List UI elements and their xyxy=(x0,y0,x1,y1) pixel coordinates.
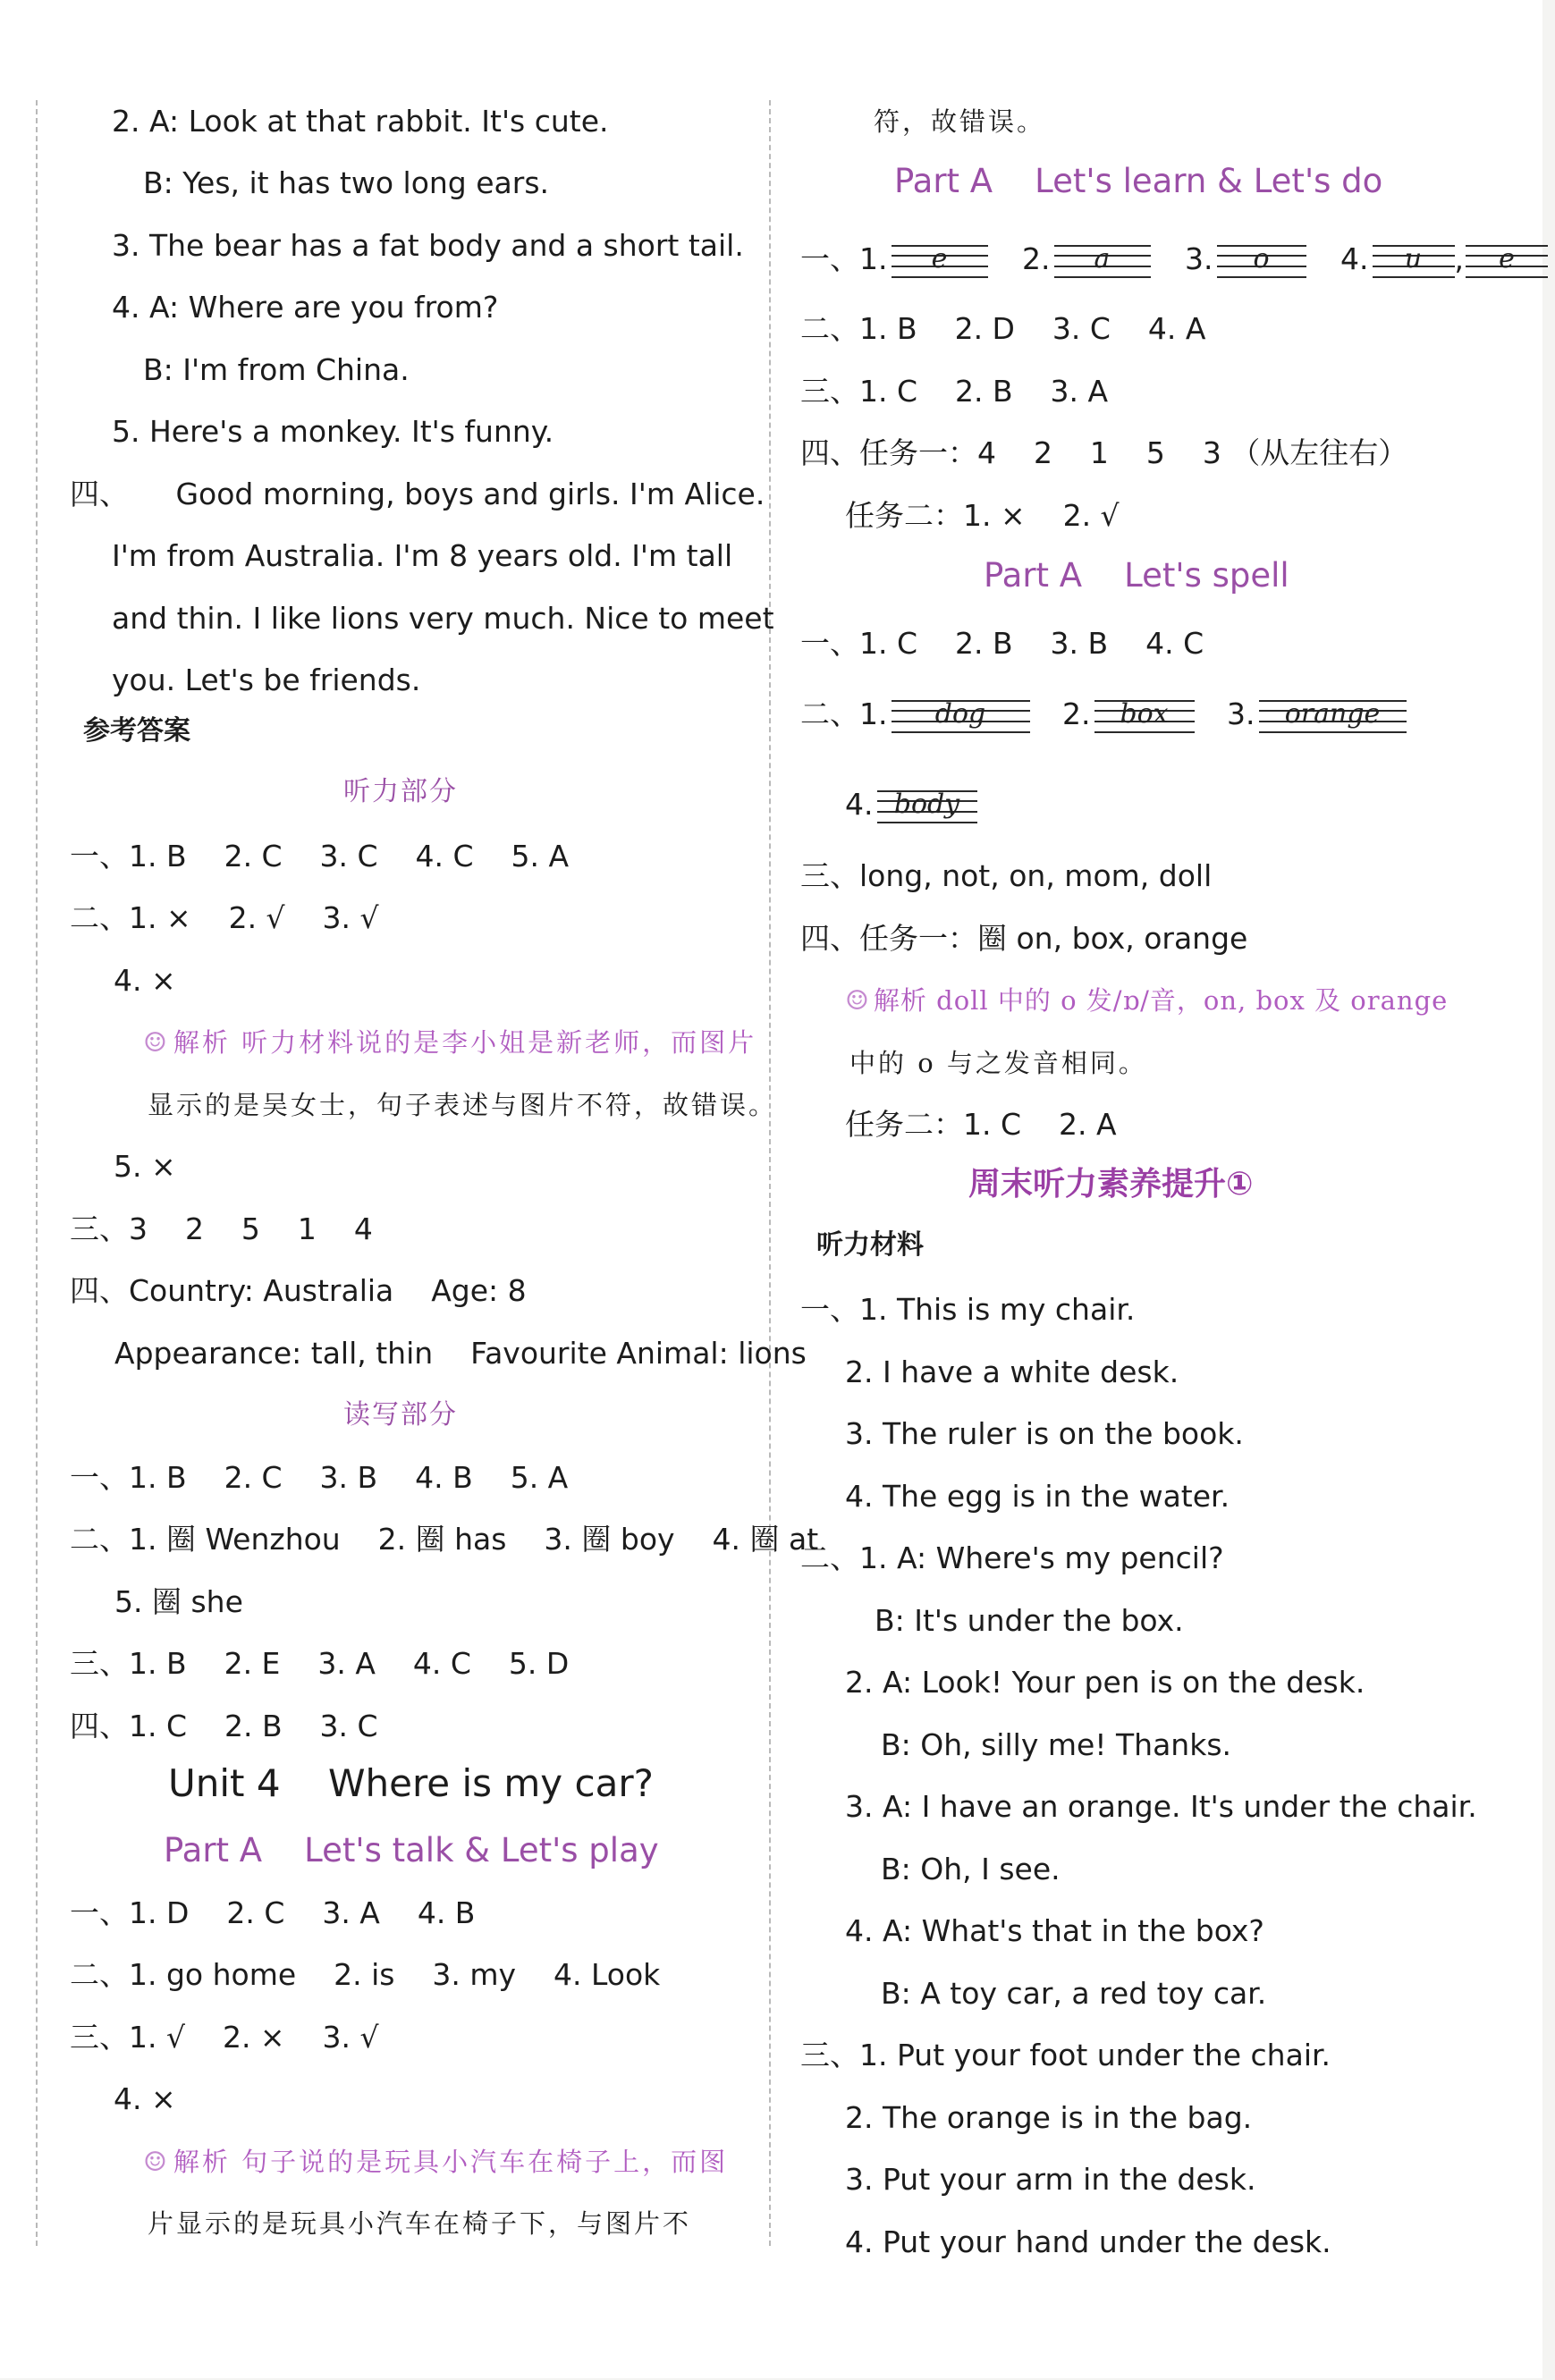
material-line: 4. Put your hand under the desk. xyxy=(845,2224,1331,2259)
text-line: you. Let's be friends. xyxy=(112,663,421,697)
question-label: 3. xyxy=(1185,241,1213,276)
handwriting-box xyxy=(1217,241,1306,281)
weekend-heading: 周末听力素养提升① xyxy=(968,1166,1254,1203)
answer-line: 任务二：1. C 2. A xyxy=(845,1107,1117,1142)
handwritten-word: orange xyxy=(1284,697,1381,730)
handwriting-box xyxy=(1094,696,1195,736)
handwriting-box xyxy=(1466,241,1548,281)
material-line: 4. A: What's that in the box? xyxy=(845,1913,1264,1948)
material-line: 3. Put your arm in the desk. xyxy=(845,2162,1256,2197)
explanation-line: 显示的是吴女士，句子表述与图片不符，故错误。 xyxy=(148,1090,778,1120)
explanation-line: 中的 o 与之发音相同。 xyxy=(849,1048,1147,1078)
answer-line: 二、1. go home 2. is 3. my 4. Look xyxy=(70,1957,661,1992)
part-heading-spell: Part A Let's spell xyxy=(984,556,1289,595)
answer-line: 一、1. B 2. C 3. C 4. C 5. A xyxy=(70,839,570,874)
answer-line: 二、1. B 2. D 3. C 4. A xyxy=(800,311,1206,346)
answer-line: 4. × xyxy=(114,963,176,998)
section-heading-reading-writing: 读写部分 xyxy=(343,1399,458,1431)
handwritten-letter: e xyxy=(931,242,948,274)
material-line: B: It's under the box. xyxy=(875,1603,1184,1638)
handwriting-box xyxy=(892,241,988,281)
material-line: 一、1. This is my chair. xyxy=(800,1292,1136,1327)
answer-line: 四、任务一：4 2 1 5 3 （从左往右） xyxy=(800,435,1408,470)
material-line: 2. A: Look! Your pen is on the desk. xyxy=(845,1665,1365,1700)
question-label: 一、1. xyxy=(800,241,888,276)
text-line: 符，故错误。 xyxy=(874,106,1046,137)
explanation-line: ☺ 解析 听力材料说的是李小姐是新老师，而图片 xyxy=(143,1025,756,1061)
left-margin-rule xyxy=(36,100,38,2246)
part-heading-learn: Part A Let's learn & Let's do xyxy=(894,162,1383,200)
handwriting-box xyxy=(1259,696,1407,736)
answer-line: 5. 圈 she xyxy=(114,1584,243,1619)
explanation-line: ☺ 解析 句子说的是玩具小汽车在椅子上，而图 xyxy=(143,2144,728,2181)
text-line: B: Yes, it has two long ears. xyxy=(143,165,550,200)
answer-line: 三、1. C 2. B 3. A xyxy=(800,374,1109,409)
handwriting-box xyxy=(877,787,977,826)
handwritten-word: body xyxy=(893,788,960,820)
question-label: 2. xyxy=(1022,241,1051,276)
handwritten-letter: e xyxy=(1499,242,1515,274)
answer-line: Appearance: tall, thin Favourite Animal: lions xyxy=(114,1336,807,1371)
text-line: 3. The bear has a fat body and a short tail. xyxy=(112,228,744,263)
answer-line: 一、1. B 2. C 3. B 4. B 5. A xyxy=(70,1460,569,1495)
answer-line: 四、任务一：圈 on, box, orange xyxy=(800,921,1248,956)
answer-line: 三、3 2 5 1 4 xyxy=(70,1211,373,1246)
handwriting-answer-row xyxy=(800,693,1407,736)
question-label: 二、1. xyxy=(800,696,888,731)
material-line: 2. I have a white desk. xyxy=(845,1355,1179,1389)
answer-line: 一、1. D 2. C 3. A 4. B xyxy=(70,1895,476,1930)
answer-line: 三、1. √ 2. × 3. √ xyxy=(70,2020,379,2055)
handwritten-word: dog xyxy=(934,697,986,730)
text-line: 4. A: Where are you from? xyxy=(112,290,499,325)
answer-line: 四、1. C 2. B 3. C xyxy=(70,1709,378,1743)
material-line: 4. The egg is in the water. xyxy=(845,1479,1230,1514)
material-line: 二、1. A: Where's my pencil? xyxy=(800,1540,1224,1575)
text-line: B: I'm from China. xyxy=(143,352,410,387)
handwritten-letter: a xyxy=(1094,242,1111,274)
handwritten-letter: u xyxy=(1404,242,1423,274)
answer-line: 4. × xyxy=(114,2081,176,2116)
answer-line: 5. × xyxy=(114,1149,176,1184)
part-heading-talk: Part A Let's talk & Let's play xyxy=(164,1831,659,1869)
material-line: 三、1. Put your foot under the chair. xyxy=(800,2038,1331,2072)
answer-line: 任务二：1. × 2. √ xyxy=(845,498,1120,533)
text-line: 2. A: Look at that rabbit. It's cute. xyxy=(112,104,609,139)
material-line: B: Oh, silly me! Thanks. xyxy=(881,1727,1232,1762)
question-label: 4. xyxy=(845,787,874,822)
text-line: 四、 Good morning, boys and girls. I'm Alice. xyxy=(70,477,765,511)
question-label: 4. xyxy=(1340,241,1369,276)
answer-line: 三、long, not, on, mom, doll xyxy=(800,858,1213,893)
section-heading-listening: 听力部分 xyxy=(343,776,458,807)
handwriting-answer-row xyxy=(845,783,977,826)
answer-line: 三、1. B 2. E 3. A 4. C 5. D xyxy=(70,1646,570,1681)
handwriting-box xyxy=(892,696,1030,736)
material-line: B: A toy car, a red toy car. xyxy=(881,1976,1267,2011)
answer-line: 四、Country: Australia Age: 8 xyxy=(70,1273,527,1308)
handwritten-word: box xyxy=(1120,697,1169,730)
text-line: 5. Here's a monkey. It's funny. xyxy=(112,414,554,449)
section-title-answers: 参考答案 xyxy=(83,715,190,747)
column-divider xyxy=(769,100,771,2246)
explanation-line: ☺ 解析 doll 中的 o 发/ɒ/音，on, box 及 orange xyxy=(845,983,1448,1019)
handwritten-letter: o xyxy=(1253,242,1270,274)
unit-title: Unit 4 Where is my car? xyxy=(168,1761,654,1805)
material-line: 2. The orange is in the bag. xyxy=(845,2100,1253,2135)
handwriting-box xyxy=(1373,241,1455,281)
handwriting-answer-row: 一、1. e 2. a 3. o 4. u , e xyxy=(800,238,1548,281)
question-label: 2. xyxy=(1062,696,1091,731)
explanation-line: 片显示的是玩具小汽车在椅子下，与图片不 xyxy=(148,2208,692,2239)
text-line: I'm from Australia. I'm 8 years old. I'm tall xyxy=(112,538,733,573)
material-title: 听力材料 xyxy=(816,1229,924,1261)
answer-line: 一、1. C 2. B 3. B 4. C xyxy=(800,626,1204,661)
handwriting-box xyxy=(1054,241,1151,281)
material-line: 3. A: I have an orange. It's under the chair. xyxy=(845,1789,1477,1824)
question-label: 3. xyxy=(1227,696,1255,731)
answer-line: 二、1. × 2. √ 3. √ xyxy=(70,900,379,935)
text-line: and thin. I like lions very much. Nice to meet xyxy=(112,601,774,636)
material-line: B: Oh, I see. xyxy=(881,1852,1061,1886)
answer-line: 二、1. 圈 Wenzhou 2. 圈 has 3. 圈 boy 4. 圈 at xyxy=(70,1522,819,1557)
material-line: 3. The ruler is on the book. xyxy=(845,1416,1244,1451)
